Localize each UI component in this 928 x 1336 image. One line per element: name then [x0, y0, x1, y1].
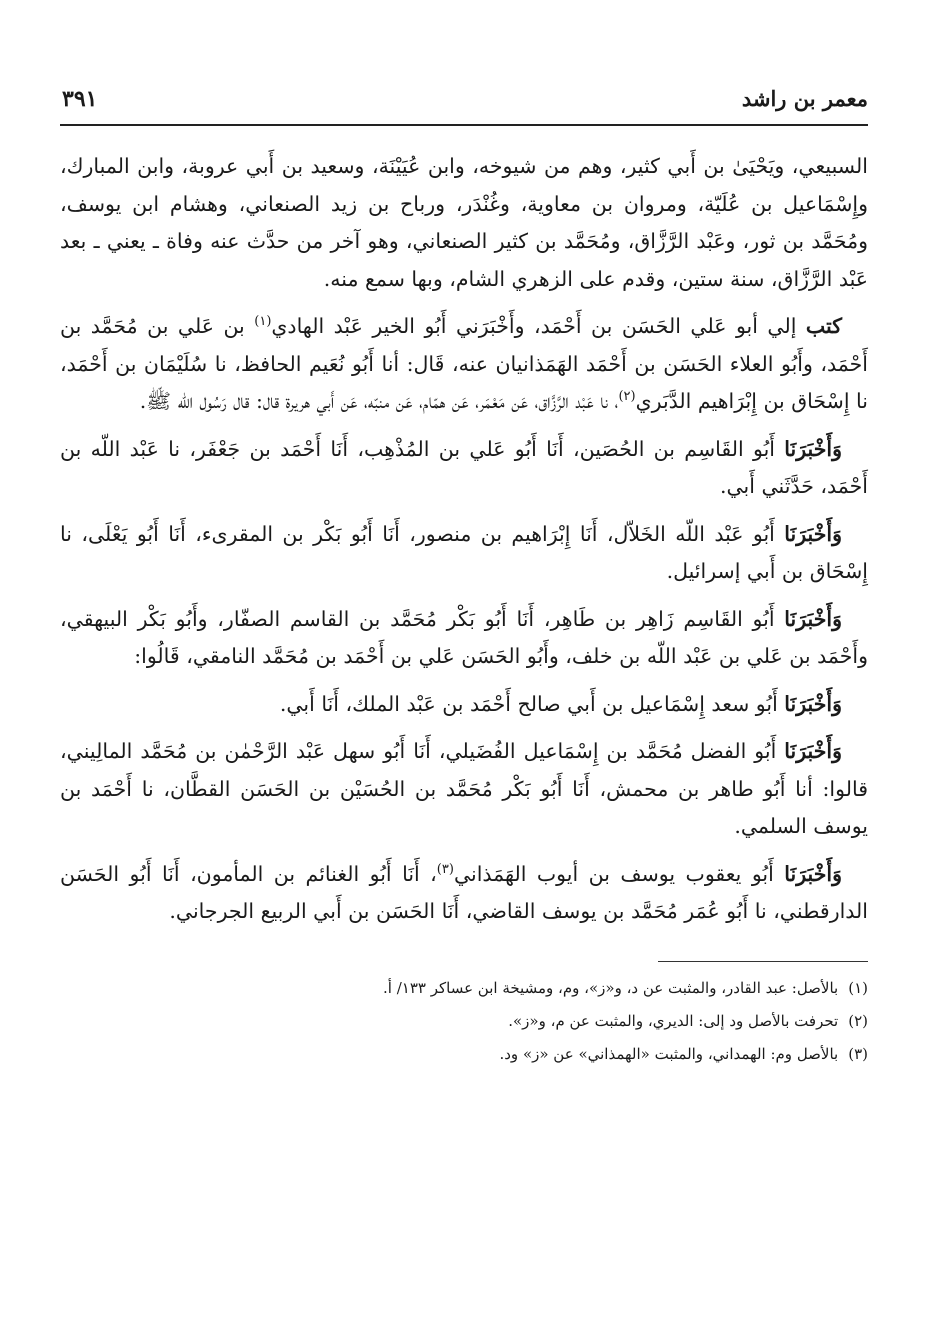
paragraph-lead-word: وَأَخْبَرَنَا — [784, 436, 842, 461]
footnote-ref: (٢) — [618, 389, 636, 405]
paragraph — [60, 686, 868, 724]
paragraph — [60, 733, 868, 846]
paragraph-text: ، أَنَا أَبُو الغنائم بن المأمون، أَنَا أَبُو الحَسَن الدارقطني، نا أَبُو عُمَر مُحَمَّد بن يوسف القاضي، أَنَا الحَسَن بن أَبي الربيع الجرجاني. — [60, 861, 868, 923]
book-page — [60, 80, 868, 1310]
page-number: ٣٩١ — [62, 86, 98, 112]
paragraph-text: أَبُو عَبْد اللّه الخَلاّل، أَنَا إِبْرَاهيم بن منصور، أَنَا أَبُو بَكْر بن المقرىء، أَنَا أَبُو يَعْلَى، نا إِسْحَاق بن أَبي إسرائيل. — [60, 521, 868, 583]
paragraph-text: بن عَلي بن مُحَمَّد بن أَحْمَد، وأَبُو العلاء الحَسَن بن أَحْمَد الهَمَذانيان عنه، قَال: أنا أَبُو نُعَيم الحافظ، نا سُلَيْمَان بن أَحْمَد، نا إِسْحَاق بن إِبْرَاهيم الدَّبَري — [60, 314, 868, 413]
footnote-separator — [658, 961, 868, 962]
paragraph-lead-word: وَأَخْبَرَنَا — [784, 691, 842, 716]
footnote — [60, 1038, 868, 1071]
paragraph-lead-word: وَأَخْبَرَنَا — [784, 861, 843, 886]
paragraph-text: ، نا عَبْد الرَّزَّاق، عَن مَعْمَر، عَن همّام، عَن منبّه، عَن أَبي هريرة قال: قال رَسُول الله ﷺ. — [139, 389, 619, 413]
page-header — [60, 80, 868, 126]
paragraph — [60, 601, 868, 676]
footnote-text: بالأصل وم: الهمداني، والمثبت «الهمذاني» عن «ز» ود. — [499, 1044, 839, 1063]
footnote-ref: (٣) — [436, 861, 454, 877]
paragraph-lead-word: وَأَخْبَرَنَا — [784, 521, 842, 546]
paragraph-text: أَبُو الفضل مُحَمَّد بن إِسْمَاعيل الفُضَيلي، أَنَا أَبُو سهل عَبْد الرَّحْمٰن بن مُحَمَّد المالِيني، قالوا: أنا أَبُو طاهر بن محمش، أَنَا أَبُو بَكْر مُحَمَّد بن الحُسَيْن بن الحَسَن القطَّان، نا أَحْمَد بن يوسف السلمي. — [60, 739, 868, 838]
footnote-text: تحرفت بالأصل ود إلى: الديري، والمثبت عن م، و«ز». — [508, 1011, 839, 1030]
paragraph-text: السبيعي، ويَحْيَىٰ بن أَبي كثير، وهم من شيوخه، وابن عُيَيْنَة، وسعيد بن أَبي عروبة، وابن المبارك، وإِسْمَاعيل بن عُلَيّة، ومروان بن معاوية، وغُنْدَر، ورباح بن زيد الصنعاني، وهشام ابن يوسف، ومُحَمَّد بن ثور، وعَبْد الرَّزَّاق، ومُحَمَّد بن كثير الصنعاني، وهو آخر من حدَّث عنه وفاة ـ يعني ـ بعد عَبْد الرَّزَّاق، سنة ستين، وقدم على الزهري الشام، وبها سمع منه. — [60, 154, 868, 291]
footnote — [60, 972, 868, 1005]
footnote-ref: (١) — [254, 314, 272, 330]
paragraph — [60, 148, 868, 298]
paragraph-text: أَبُو القَاسِم زَاهِر بن طَاهِر، أَنَا أَبُو بَكْر مُحَمَّد بن القاسم الصفّار، وأَبُو بَكْر البيهقي، وأَحْمَد بن عَلي بن عَبْد اللّه بن خلف، وأَبُو الحَسَن عَلي بن أَحْمَد بن مُحَمَّد النامقي، قَالُوا: — [60, 606, 868, 668]
paragraph-text: أَبُو يعقوب يوسف بن أيوب الهَمَذاني — [453, 861, 785, 886]
paragraph-lead-word: كتب — [805, 314, 842, 338]
running-title: معمر بن راشد — [741, 86, 868, 111]
footnote — [60, 1005, 868, 1038]
paragraph-lead-word: وَأَخْبَرَنَا — [784, 606, 842, 631]
footnote-text: بالأصل: عبد القادر، والمثبت عن د، و«ز»، وم، ومشيخة ابن عساكر ١٣٣/ أ. — [383, 978, 839, 997]
main-text — [60, 148, 868, 931]
footnote-number: (٣) — [848, 1044, 868, 1063]
paragraph-lead-word: وَأَخْبَرَنَا — [784, 739, 842, 763]
paragraph — [60, 431, 868, 506]
paragraph-text: إلي أبو عَلي الحَسَن بن أَحْمَد، وأَخْبَرَني أَبُو الخير عَبْد الهادي — [271, 314, 806, 338]
paragraph-text: أَبُو سعد إِسْمَاعيل بن أَبي صالح أَحْمَد بن عَبْد الملك، أَنَا أَبي. — [279, 691, 785, 716]
paragraph — [60, 308, 868, 421]
paragraph-text: أَبُو القَاسِم بن الحُصَين، أَنَا أَبُو عَلي بن المُذْهِب، أَنَا أَحْمَد بن جَعْفَر، نا عَبْد اللّه بن أَحْمَد، حَدَّثَني أَبي. — [60, 436, 868, 498]
paragraph — [60, 856, 868, 931]
footnote-number: (٢) — [848, 1011, 868, 1030]
footnote-number: (١) — [848, 978, 868, 997]
footnotes — [60, 972, 868, 1071]
paragraph — [60, 516, 868, 591]
